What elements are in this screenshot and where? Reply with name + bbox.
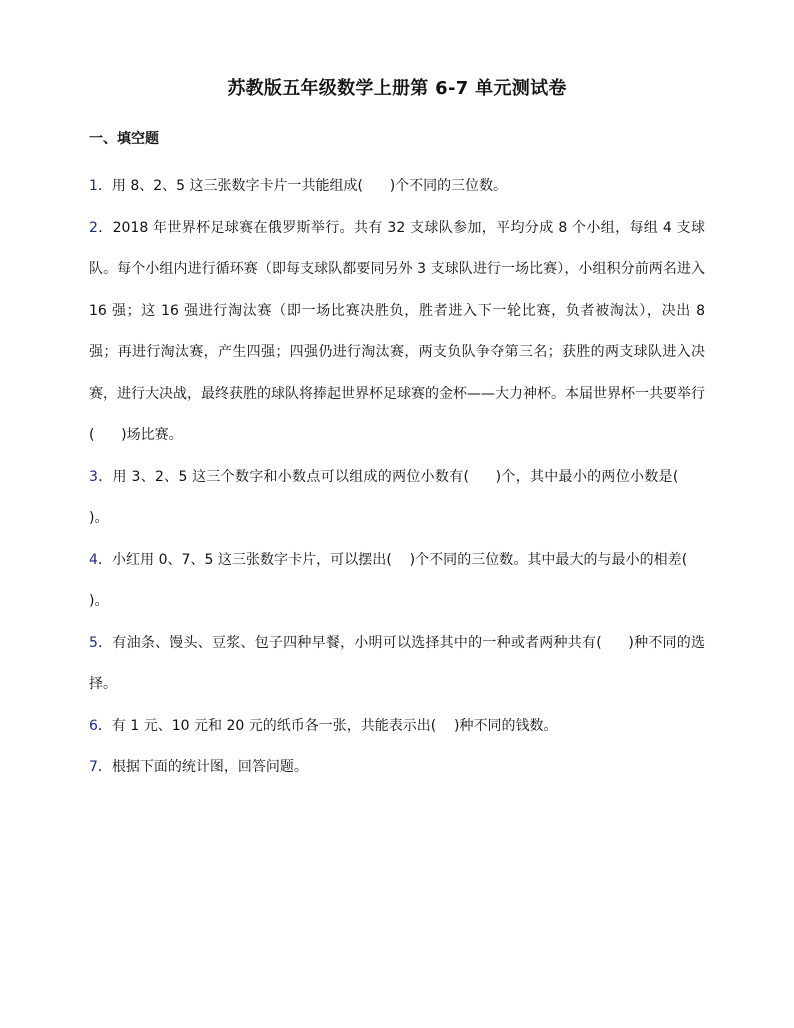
document-title: 苏教版五年级数学上册第 6-7 单元测试卷 bbox=[227, 78, 567, 99]
question-text: 用 3、2、5 这三个数字和小数点可以组成的两位小数有( bbox=[112, 468, 469, 485]
question-5 bbox=[89, 623, 705, 706]
question-number: 5 bbox=[89, 634, 98, 651]
question-separator: ． bbox=[97, 551, 112, 568]
question-text: )。 bbox=[89, 593, 109, 609]
question-1 bbox=[89, 166, 705, 208]
question-text: 用 8、2、5 这三张数字卡片一共能组成( bbox=[111, 178, 364, 194]
question-separator: ． bbox=[97, 759, 112, 775]
question-text: )个，其中最小的两位小数是( bbox=[495, 468, 679, 485]
answer-blank[interactable] bbox=[436, 706, 454, 748]
question-text: )个不同的三位数。其中最大的与最小的相差( bbox=[409, 551, 688, 568]
question-number: 4 bbox=[89, 551, 98, 568]
question-text: )。 bbox=[89, 510, 109, 526]
question-separator: ． bbox=[97, 634, 113, 651]
question-text: )个不同的三位数。 bbox=[389, 178, 508, 194]
question-number: 1 bbox=[89, 178, 98, 194]
question-text: 有油条、馒头、豆浆、包子四种早餐，小明可以选择其中的一种或者两种共有( bbox=[112, 634, 602, 651]
question-2 bbox=[89, 208, 705, 457]
question-text: )种不同的钱数。 bbox=[453, 717, 558, 734]
question-number: 2 bbox=[89, 219, 98, 236]
question-number: 6 bbox=[89, 717, 98, 734]
question-number: 7 bbox=[89, 759, 98, 775]
question-text: )场比赛。 bbox=[121, 427, 183, 443]
answer-blank[interactable] bbox=[392, 540, 410, 582]
question-text: 小红用 0、7、5 这三张数字卡片，可以摆出( bbox=[112, 551, 392, 568]
answer-blank[interactable] bbox=[687, 540, 705, 582]
answer-blank[interactable] bbox=[94, 415, 121, 457]
question-7 bbox=[89, 747, 705, 789]
question-text: 根据下面的统计图，回答问题。 bbox=[111, 759, 308, 775]
question-separator: ． bbox=[97, 219, 113, 236]
question-number: 3 bbox=[89, 468, 98, 485]
question-6 bbox=[89, 706, 705, 748]
question-separator: ． bbox=[97, 468, 113, 485]
question-separator: ． bbox=[97, 178, 112, 194]
answer-blank[interactable] bbox=[363, 166, 390, 208]
answer-blank[interactable] bbox=[602, 623, 629, 665]
question-4 bbox=[89, 540, 705, 623]
answer-blank[interactable] bbox=[678, 457, 705, 499]
answer-blank[interactable] bbox=[469, 457, 496, 499]
question-list bbox=[89, 166, 705, 789]
question-separator: ． bbox=[97, 717, 112, 734]
question-text: 2018 年世界杯足球赛在俄罗斯举行。共有 32 支球队参加，平均分成 8 个小组，每组 4 支球队。每个小组内进行循环赛（即每支球队都要同另外 3 支球队进行一场比赛），小组积分前两名进入 16 强；这 16 强进行淘汰赛（即一场比赛决胜负，胜者进入下一轮比赛，负者被淘汰），决出 8 强；再进行淘汰赛，产生四强；四强仍进行淘汰赛，两支负队争夺第三名；获胜的两支球队进入决赛，进行大决战，最终获胜的球队将捧起世界杯足球赛的金杯——大力神杯。本届世界杯一共要举行( bbox=[89, 219, 705, 443]
section-heading: 一、填空题 bbox=[89, 131, 159, 147]
question-3 bbox=[89, 457, 705, 540]
question-text: )种不同的选择。 bbox=[89, 634, 706, 692]
question-text: 有 1 元、10 元和 20 元的纸币各一张，共能表示出( bbox=[111, 717, 437, 734]
